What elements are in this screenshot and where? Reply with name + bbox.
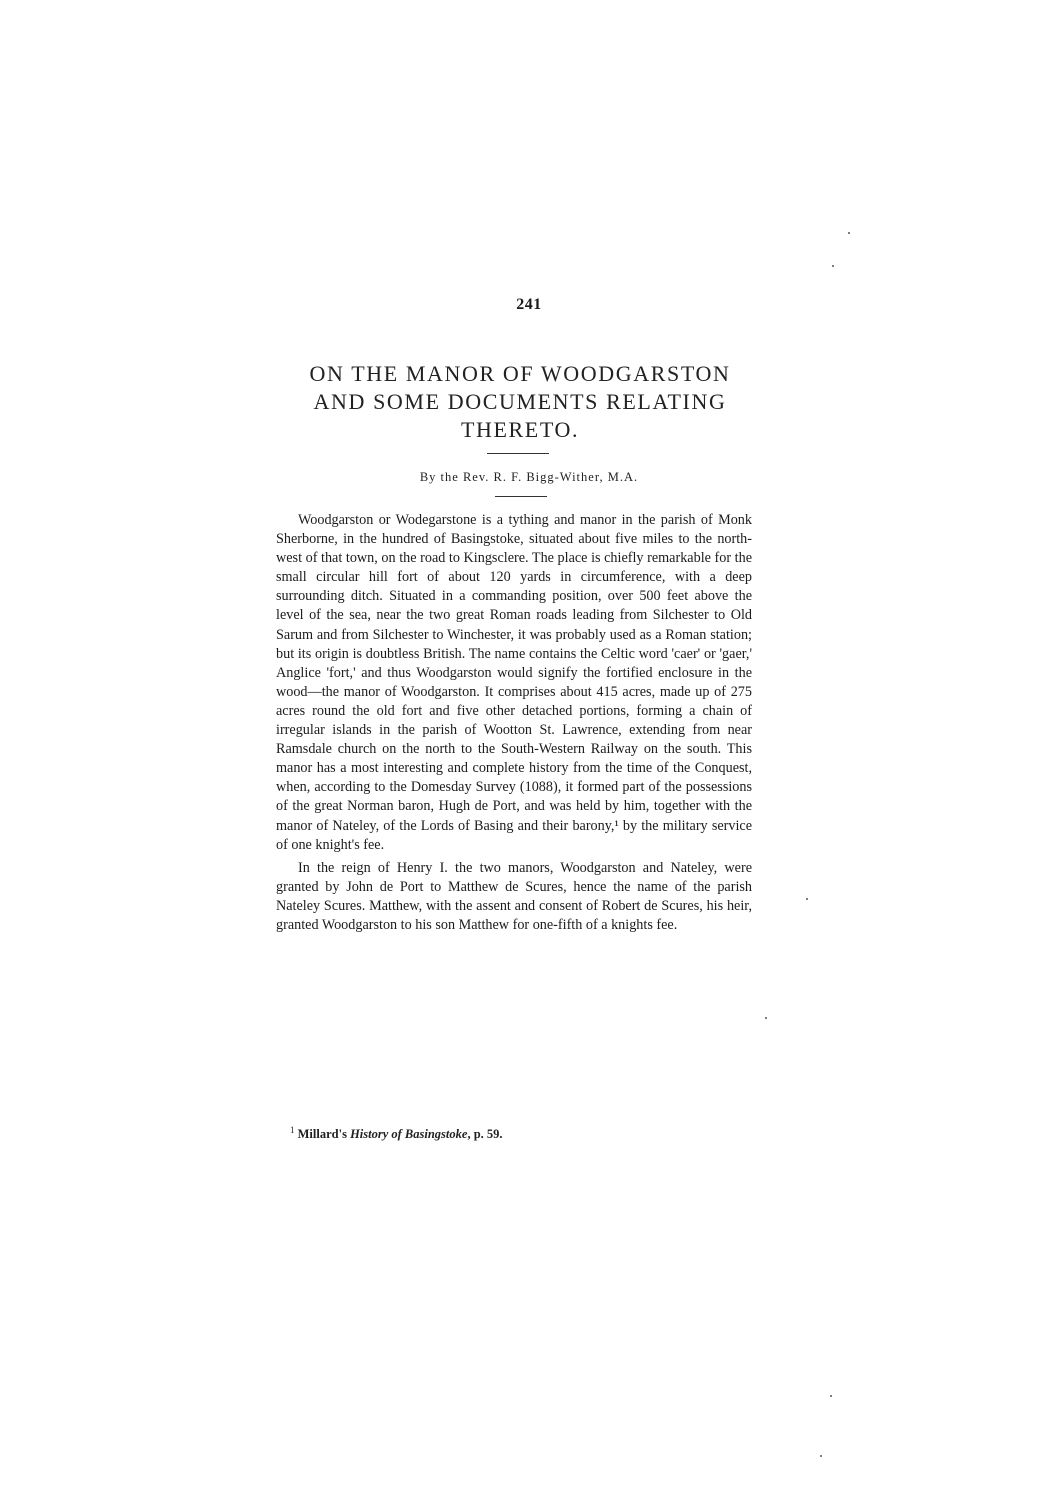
title-line-1: ON THE MANOR OF WOODGARSTON xyxy=(309,361,731,386)
paragraph-1: Woodgarston or Wodegarstone is a tything and manor in the parish of Monk Sherborne, in the hundred of Basingstoke, situated about five miles to the north-west of that town, on the road to Kingsclere. The place is chiefly remarkable for the small circular hill fort of about 120 yards in circumference, with a deep surrounding ditch. Situated in a commanding position, over 500 feet above the level of the sea, near the two great Roman roads leading from Silchester to Old Sarum and from Silchester to Winchester, it was probably used as a Roman station; but its origin is doubtless British. The name contains the Celtic word 'caer' or 'gaer,' Anglice 'fort,' and thus Woodgarston would signify the fortified enclosure in the wood—the manor of Woodgarston. It comprises about 415 acres, made up of 275 acres round the old fort and five other detached portions, forming a chain of irregular islands in the parish of Wootton St. Lawrence, extending from near Ramsdale church on the north to the South-Western Railway on the south. This manor has a most interesting and complete history from the time of the Conquest, when, according to the Domesday Survey (1088), it formed part of the possessions of the great Norman baron, Hugh de Port, and was held by him, together with the manor of Nateley, of the Lords of Basing and their barony,¹ by the military service of one knight's fee. xyxy=(276,512,752,853)
footnote-page: p. 59. xyxy=(473,1127,503,1142)
scan-speck xyxy=(820,1455,822,1457)
footnote-marker: 1 xyxy=(290,1125,295,1135)
scan-speck xyxy=(832,265,834,267)
author-byline: By the Rev. R. F. Bigg-Wither, M.A. xyxy=(419,470,639,484)
scan-speck xyxy=(830,1395,832,1397)
scan-speck xyxy=(806,898,808,900)
byline-divider xyxy=(495,496,547,497)
footnote-book-title: History of Basingstoke xyxy=(350,1127,468,1142)
title-divider xyxy=(487,453,549,454)
paragraph-2: In the reign of Henry I. the two manors, Woodgarston and Nateley, were granted by John de Port to Matthew de Scures, hence the name of the parish Nateley Scures. Matthew, with the assent and consent of Robert de Scures, his heir, granted Woodgarston to his son Matthew for one-fifth of a knights fee. xyxy=(276,859,752,933)
scan-speck xyxy=(765,1017,767,1019)
footnote-author: Millard's xyxy=(297,1127,347,1142)
article-title xyxy=(270,360,770,444)
title-line-2: AND SOME DOCUMENTS RELATING xyxy=(313,389,727,414)
page-number: 241 xyxy=(516,296,542,313)
article-body xyxy=(276,511,752,935)
title-line-3: THERETO. xyxy=(460,417,580,442)
scan-speck xyxy=(848,232,850,234)
footnote: $^1$ Millard's History of Basingstoke, p. 59. xyxy=(290,1125,503,1142)
